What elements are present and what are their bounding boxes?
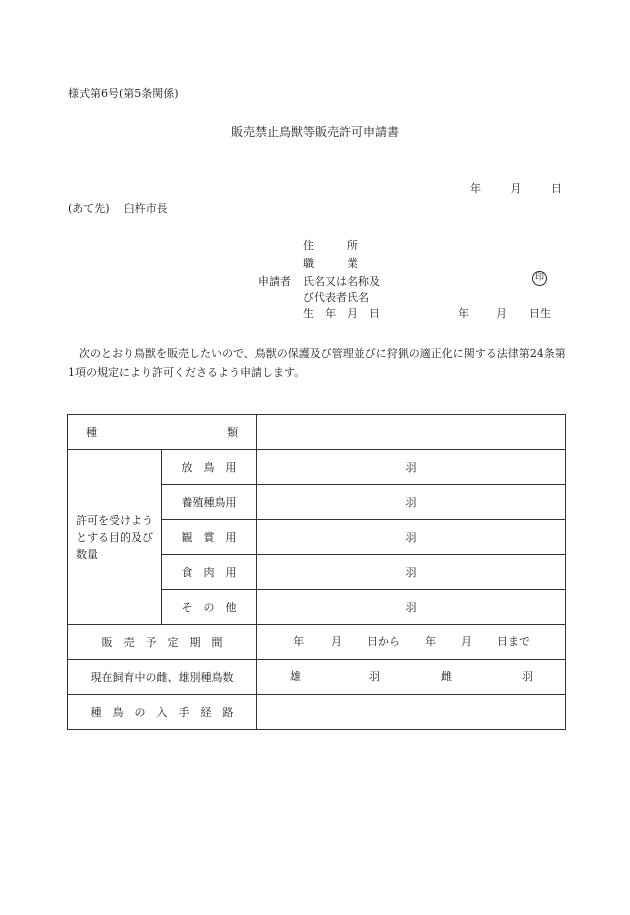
row-breeding-count: [68, 660, 566, 695]
application-statement: 次のとおり鳥獣を販売したいので、鳥獣の保護及び管理並びに狩猟の適正化に関する法律第24条第1項の規定により許可くださるよう申請します。: [68, 347, 566, 379]
male-unit: 羽: [369, 670, 380, 683]
sale-end-year: 年: [425, 635, 436, 648]
date-month: 月: [510, 182, 522, 195]
sale-period-value[interactable]: [257, 625, 566, 660]
row-purpose-1: [68, 450, 566, 485]
sale-start-day: 日から: [367, 635, 400, 648]
purpose-label-ornamental: 観 賞 用: [162, 520, 257, 555]
document-title: 販売禁止鳥獣等販売許可申請書: [230, 125, 399, 139]
sale-start-month: 月: [331, 635, 342, 648]
kind-label-a: 種: [86, 426, 97, 439]
applicant-address-label: 住 所: [303, 239, 358, 252]
birth-day: 日生: [529, 307, 551, 320]
kind-label-b: 類: [227, 426, 238, 439]
purpose-label: 許可を受けようとする目的及び数量: [68, 450, 162, 625]
form-number: 様式第6号(第5条関係): [68, 87, 179, 100]
acquisition-route-label: 種 鳥 の 入 手 経 路: [68, 695, 257, 730]
purpose-label-other: そ の 他: [162, 590, 257, 625]
row-acquisition: [68, 695, 566, 730]
row-sale-period: [68, 625, 566, 660]
acquisition-route-value[interactable]: [257, 695, 566, 730]
male-label: 雄: [290, 670, 301, 683]
applicant-birthdate-label: 生 年 月 日: [303, 307, 380, 320]
date-day: 日: [551, 182, 562, 195]
purpose-quantity-ornamental[interactable]: 羽: [257, 520, 566, 555]
birth-year: 年: [458, 307, 469, 320]
application-table: [67, 414, 566, 730]
purpose-quantity-breeding[interactable]: 羽: [257, 485, 566, 520]
breeding-count-label: 現在飼育中の雌、雄別種鳥数: [68, 660, 257, 695]
kind-label: [68, 415, 257, 450]
female-unit: 羽: [522, 670, 533, 683]
applicant-name-label-2: び代表者氏名: [303, 291, 369, 304]
seal-mark: 印: [532, 271, 547, 286]
sale-end-month: 月: [461, 635, 472, 648]
purpose-quantity-meat[interactable]: 羽: [257, 555, 566, 590]
purpose-label-breeding: 養殖種鳥用: [162, 485, 257, 520]
purpose-quantity-release[interactable]: 羽: [257, 450, 566, 485]
submission-date: [470, 180, 562, 196]
purpose-quantity-other[interactable]: 羽: [257, 590, 566, 625]
breeding-count-value[interactable]: [257, 660, 566, 695]
addressee: [68, 200, 168, 216]
addressee-label: (あて先): [68, 202, 110, 215]
kind-value-cell[interactable]: [257, 415, 566, 450]
sale-end-day: 日まで: [497, 635, 530, 648]
applicant-occupation-label: 職 業: [303, 257, 358, 270]
date-year: 年: [470, 182, 481, 195]
row-kind: [68, 415, 566, 450]
applicant-name-label-1: 氏名又は名称及: [303, 275, 380, 288]
birth-month: 月: [496, 307, 507, 320]
purpose-label-meat: 食 肉 用: [162, 555, 257, 590]
sale-start-year: 年: [293, 635, 304, 648]
sale-period-label: 販 売 予 定 期 間: [68, 625, 257, 660]
applicant-role-label: 申請者: [258, 275, 291, 288]
addressee-name: 臼杵市長: [123, 202, 168, 215]
female-label: 雌: [441, 670, 452, 683]
purpose-label-release: 放 鳥 用: [162, 450, 257, 485]
